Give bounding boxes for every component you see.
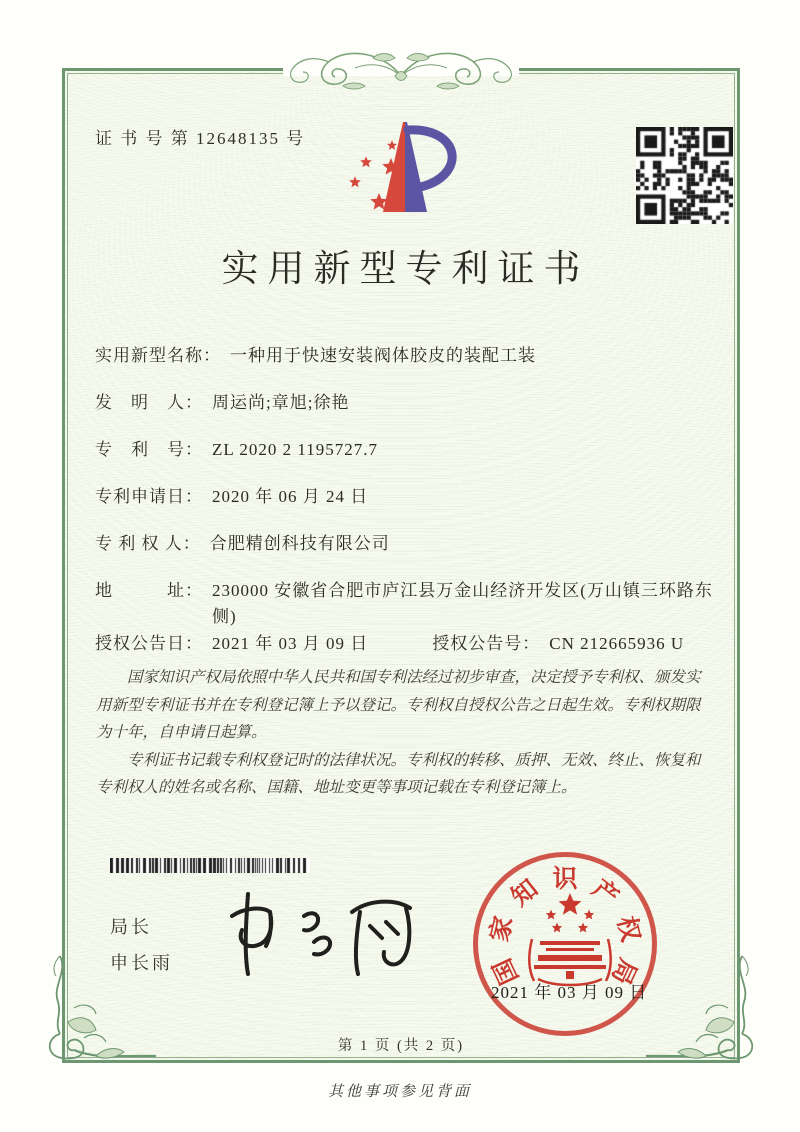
- seal-character: 权: [611, 913, 644, 945]
- director-name: 申长雨: [110, 953, 173, 973]
- field-row-patentee: [95, 531, 390, 557]
- legal-paragraph-2: 专利证书记载专利权登记时的法律状况。专利权的转移、质押、无效、终止、恢复和专利权人的姓名或名称、国籍、地址变更等事项记载在专利登记簿上。: [96, 751, 701, 797]
- field-row-grant: [95, 631, 684, 657]
- grant-number-value: CN 212665936 U: [549, 634, 685, 653]
- field-label: 地 址：: [95, 581, 203, 600]
- legal-text-block: [96, 664, 714, 802]
- legal-paragraph-1: 国家知识产权局依照中华人民共和国专利法经过初步审查，决定授予专利权、颁发实用新型专利证书并在专利登记簿上予以登记。专利权自授权公告之日起生效。专利权期限为十年，自申请日起算。: [96, 669, 701, 742]
- field-label: 专 利 号：: [95, 440, 203, 459]
- barcode: [110, 858, 310, 873]
- field-row-filing-date: [95, 484, 368, 510]
- field-row-name: [95, 343, 536, 369]
- field-row-address: [95, 578, 717, 630]
- seal-character: 局: [605, 954, 641, 989]
- director-signature-image: [218, 882, 428, 986]
- field-value: ZL 2020 2 1195727.7: [212, 440, 379, 459]
- field-label: 专 利 权 人：: [95, 534, 201, 553]
- cnipa-official-seal: [473, 852, 657, 1036]
- field-value: 合肥精创科技有限公司: [209, 534, 390, 553]
- field-label: 实用新型名称：: [95, 346, 221, 365]
- seal-character: 家: [486, 913, 519, 945]
- seal-character: 产: [586, 875, 624, 912]
- qr-code: [636, 127, 733, 224]
- cnipa-logo-icon: [342, 110, 468, 224]
- field-value: 周运尚;章旭;徐艳: [212, 393, 350, 412]
- field-label: 专利申请日：: [95, 487, 203, 506]
- field-value: 230000 安徽省合肥市庐江县万金山经济开发区(万山镇三环路东侧): [212, 581, 713, 626]
- field-label: 发 明 人：: [95, 393, 203, 412]
- seal-character: 识: [552, 866, 578, 893]
- field-row-patent-number: [95, 437, 378, 463]
- top-scroll-ornament-icon: [283, 42, 519, 98]
- certificate-title: 实用新型专利证书: [221, 249, 590, 290]
- field-value: 一种用于快速安装阀体胶皮的装配工装: [230, 346, 536, 365]
- certificate-number: 证 书 号 第 12648135 号: [95, 129, 306, 148]
- seal-character: 知: [506, 875, 544, 912]
- director-title: 局长: [110, 917, 152, 937]
- page-indicator: 第 1 页 (共 2 页): [337, 1038, 465, 1054]
- back-side-note: 其他事项参见背面: [327, 1084, 472, 1100]
- seal-date: 2021 年 03 月 09 日: [491, 983, 648, 1002]
- grant-number-label: 授权公告号：: [432, 634, 541, 653]
- grant-date-label: 授权公告日：: [95, 634, 203, 653]
- field-value: 2020 年 06 月 24 日: [212, 487, 369, 506]
- grant-date-value: 2021 年 03 月 09 日: [212, 634, 369, 653]
- field-row-inventors: [95, 390, 349, 416]
- seal-character: 国: [489, 954, 525, 989]
